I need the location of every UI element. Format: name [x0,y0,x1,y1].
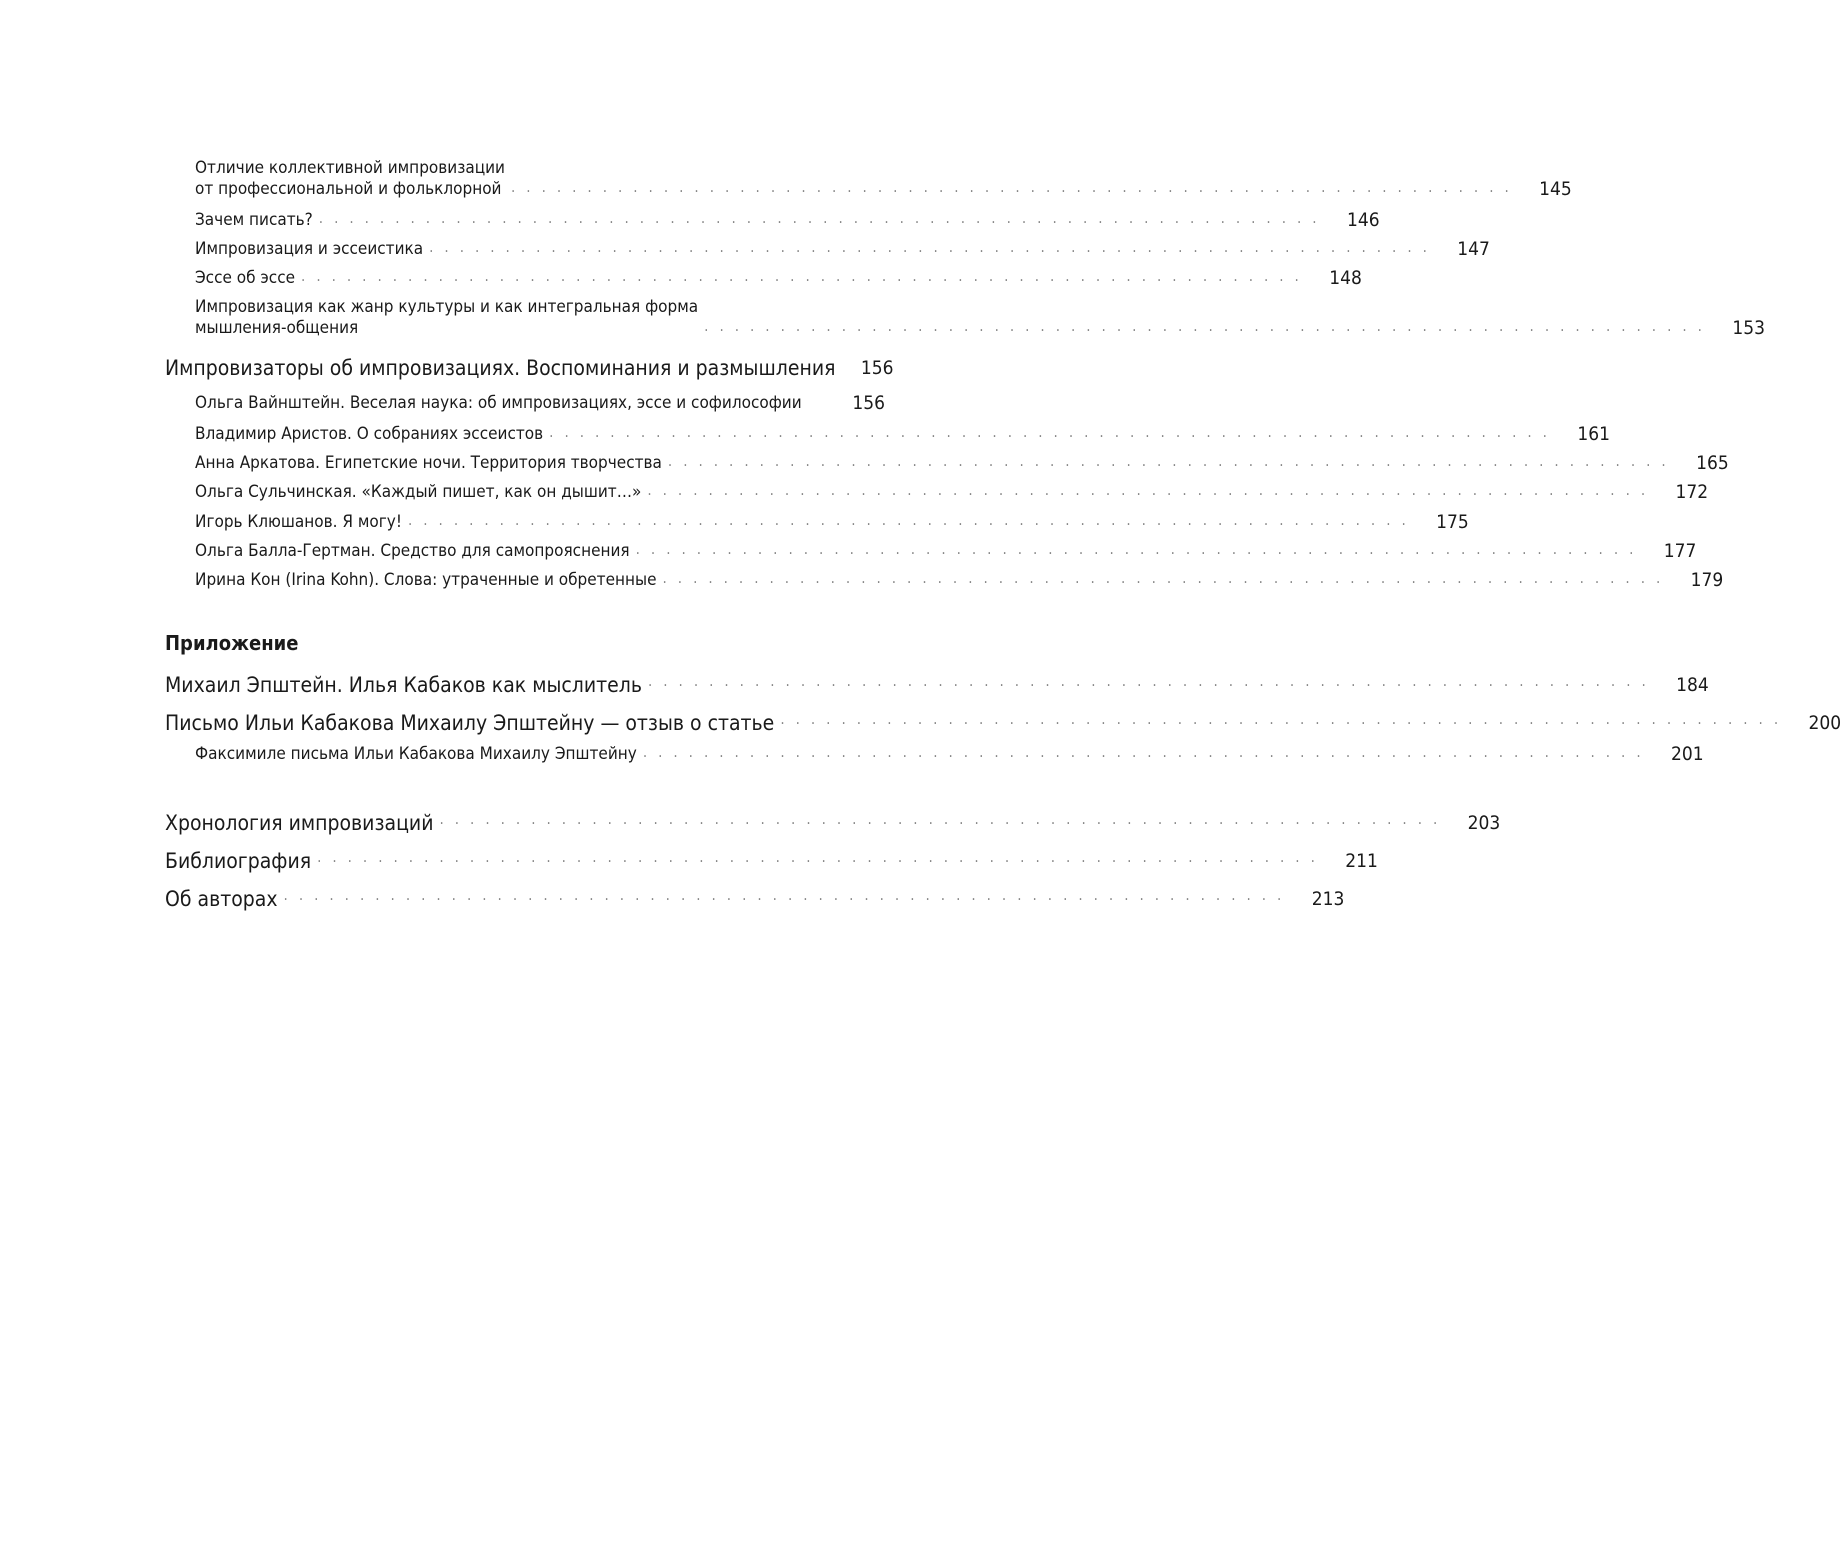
toc-entry[interactable] [195,237,1490,260]
toc-entry-title-line: Письмо Ильи Кабакова Михаилу Эпштейну — отзыв о статье [165,711,775,735]
dot-leader: .................................................................. [407,511,1417,529]
dot-leader: .................................................................. [318,209,1328,227]
dot-leader: .................................................................. [439,810,1449,828]
toc-entry-page: 213 [1311,888,1345,910]
toc-entry-title [195,424,543,445]
toc-entry-title-line: Владимир Аристов. О собраниях эссеистов [195,424,544,444]
dot-leader: .................................................................. [647,672,1657,690]
toc-entry[interactable] [195,568,1724,591]
dot-leader: .................................................................. [667,452,1677,470]
toc-entry[interactable] [195,297,1765,339]
toc-entry-page: 184 [1676,674,1709,696]
toc-entry-title [165,710,774,736]
toc-entry-title-line: Эссе об эссе [195,268,296,288]
toc-entry-title-line: Отличие коллективной импровизации [195,158,505,178]
toc-entry-page: 145 [1539,178,1572,200]
toc-entry-title [195,268,295,289]
dot-leader: .................................................................. [704,317,1713,335]
toc-entry-page: 161 [1577,423,1610,445]
toc-entry-title [195,482,641,503]
toc-entry-title-line: Библиография [165,849,312,873]
toc-entry-title [195,512,402,533]
toc-entry-page: 165 [1696,452,1729,474]
dot-leader: .................................................................. [283,886,1293,904]
toc-entry-title [165,810,433,836]
toc-entry-title-line: Михаил Эпштейн. Илья Кабаков как мыслитель [165,673,642,697]
toc-entry[interactable] [195,208,1380,231]
toc-entry-title [195,744,637,765]
toc-entry-page: 148 [1329,267,1362,289]
toc-entry-page: 156 [860,357,894,379]
toc-entry-title-line: Ольга Вайнштейн. Веселая наука: об импровизациях, эссе и софилософии [195,393,802,413]
dot-leader: .................................................................. [429,238,1438,256]
toc-entry[interactable] [165,668,1709,698]
toc-entry-page: 172 [1675,481,1709,503]
toc-entry-title [195,297,698,339]
toc-entry[interactable] [195,158,1572,200]
toc-entry-title-line: Импровизация как жанр культуры и как интегральная форма [195,297,699,317]
toc-entry[interactable] [165,882,1345,912]
toc-entry[interactable] [165,706,1841,736]
toc-entry[interactable] [165,806,1501,836]
toc-entry[interactable] [195,451,1729,474]
dot-leader: .................................................................. [317,848,1326,866]
toc-entry-title-line: Ольга Балла-Гертман. Средство для самопрояснения [195,541,630,561]
dot-leader: .................................................................. [642,743,1652,761]
dot-leader: .................................................................. [301,267,1310,285]
toc-entry-title [195,570,657,591]
toc-entry-title [195,239,423,260]
appendix-heading: Приложение [165,631,299,655]
dot-leader: .................................................................. [780,710,1790,728]
toc-entry-title [195,393,802,414]
toc-entry[interactable] [195,510,1469,533]
toc-entry-title [165,848,311,874]
toc-entry-page: 203 [1467,812,1501,834]
dot-leader: .................................................................. [662,569,1672,587]
toc-entry-title [195,210,313,231]
toc-entry-title-line: от профессиональной и фольклорной [195,179,502,199]
toc-entry-page: 146 [1346,209,1380,231]
toc-entry-page: 175 [1436,511,1469,533]
toc-entry-title-line: Импровизация и эссеистика [195,239,424,259]
toc-entry-title-line: Факсимиле письма Ильи Кабакова Михаилу Эпштейну [195,744,637,764]
toc-entry-title-line: Анна Аркатова. Египетские ночи. Территория творчества [195,453,662,473]
toc-entry[interactable] [195,742,1704,765]
toc-entry-page: 156 [852,392,885,414]
toc-entry-title [195,158,505,200]
toc-entry-page: 177 [1663,540,1697,562]
toc-entry-page: 211 [1345,850,1378,872]
toc-entry-title [195,541,630,562]
toc-entry-title-line: Игорь Клюшанов. Я могу! [195,512,402,532]
dot-leader: .................................................................. [511,178,1520,196]
toc-entry-title-line: Зачем писать? [195,210,313,230]
toc-entry-page: 201 [1671,743,1704,765]
toc-entry-title [165,886,278,912]
toc-entry-title [165,355,835,381]
toc-entry-title [165,672,642,698]
toc-entry[interactable] [165,844,1378,874]
toc-entry[interactable] [195,393,885,414]
toc-entry[interactable] [165,355,894,381]
toc-entry[interactable] [195,422,1610,445]
toc-entry-page: 200 [1808,712,1841,734]
toc-entry-title-line: Ирина Кон (Irina Kohn). Слова: утраченные и обретенные [195,570,657,590]
dot-leader: .................................................................. [647,481,1657,499]
dot-leader: .................................................................. [549,423,1558,441]
toc-entry-page: 179 [1690,569,1724,591]
toc-entry-title-line: Ольга Сульчинская. «Каждый пишет, как он дышит…» [195,482,642,502]
toc-entry-title-line: Хронология импровизаций [165,811,434,835]
toc-entry-title [195,453,662,474]
dot-leader: .................................................................. [635,540,1645,558]
toc-entry[interactable] [195,480,1709,503]
toc-entry-title-line: Об авторах [165,887,278,911]
toc-entry-page: 147 [1457,238,1490,260]
toc-entry-title-line: Импровизаторы об импровизациях. Воспоминания и размышления [165,356,836,380]
toc-entry[interactable] [195,266,1362,289]
toc-entry-title-line: мышления-общения [195,318,359,338]
toc-entry[interactable] [195,539,1697,562]
toc-entry-page: 153 [1732,317,1765,339]
